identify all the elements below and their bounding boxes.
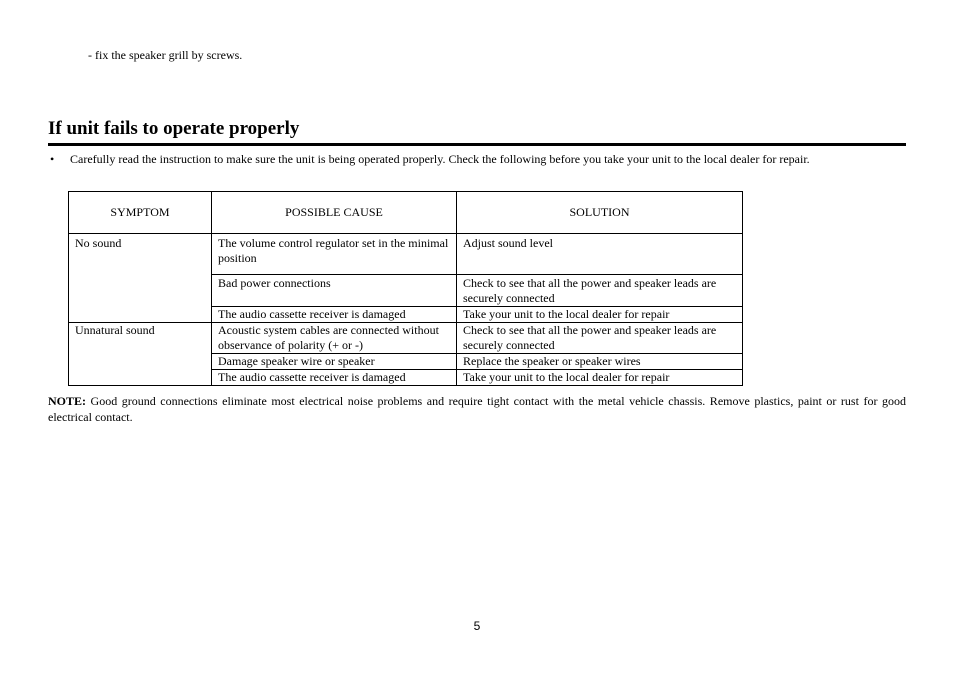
header-symptom: SYMPTOM bbox=[69, 192, 212, 234]
troubleshooting-table bbox=[68, 191, 743, 386]
speaker-grill-note: - fix the speaker grill by screws. bbox=[88, 48, 243, 62]
table-header-row bbox=[69, 192, 743, 234]
instruction-text: Carefully read the instruction to make sure the unit is being operated properly. Check the following before you take your unit to the local dealer for repair. bbox=[70, 152, 810, 166]
cause-cell: The volume control regulator set in the minimal position bbox=[212, 234, 457, 275]
cause-cell: Damage speaker wire or speaker bbox=[212, 354, 457, 370]
solution-cell: Take your unit to the local dealer for repair bbox=[457, 370, 743, 386]
note-text: Good ground connections eliminate most electrical noise problems and require tight contact with the metal vehicle chassis. Remove plastics, paint or rust for good electrical contact. bbox=[48, 394, 906, 424]
cause-cell: Bad power connections bbox=[212, 275, 457, 307]
table-row bbox=[69, 323, 743, 354]
solution-cell: Adjust sound level bbox=[457, 234, 743, 275]
header-possible-cause: POSSIBLE CAUSE bbox=[212, 192, 457, 234]
symptom-cell: Unnatural sound bbox=[69, 323, 212, 386]
symptom-cell: No sound bbox=[69, 234, 212, 323]
note-label: NOTE: bbox=[48, 394, 87, 408]
solution-cell: Replace the speaker or speaker wires bbox=[457, 354, 743, 370]
cause-cell: Acoustic system cables are connected without observance of polarity (+ or -) bbox=[212, 323, 457, 354]
solution-cell: Check to see that all the power and speaker leads are securely connected bbox=[457, 323, 743, 354]
table-row bbox=[69, 234, 743, 275]
page-number: 5 bbox=[473, 619, 481, 633]
cause-cell: The audio cassette receiver is damaged bbox=[212, 307, 457, 323]
ground-connection-note bbox=[48, 393, 906, 425]
bullet-icon: • bbox=[50, 152, 55, 166]
page-title: If unit fails to operate properly bbox=[48, 117, 906, 146]
cause-cell: The audio cassette receiver is damaged bbox=[212, 370, 457, 386]
solution-cell: Take your unit to the local dealer for repair bbox=[457, 307, 743, 323]
instruction-bullet bbox=[48, 151, 906, 167]
solution-cell: Check to see that all the power and speaker leads are securely connected bbox=[457, 275, 743, 307]
header-solution: SOLUTION bbox=[457, 192, 743, 234]
